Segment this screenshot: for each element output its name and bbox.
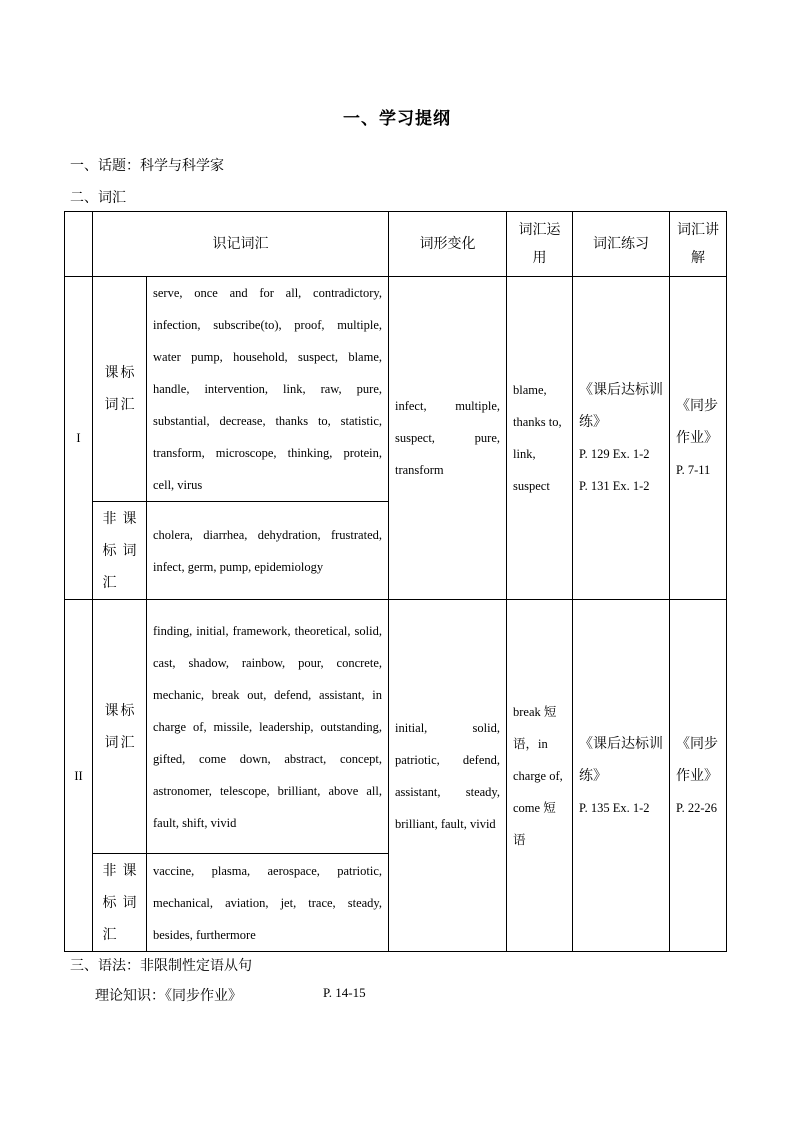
header-usage: 词汇运用: [507, 212, 573, 277]
header-explain: 词汇讲解: [670, 212, 727, 277]
explain-book: 《同步作业》: [676, 735, 718, 784]
explain-book: 《同步作业》: [676, 398, 718, 446]
practice-book: 《课后达标训练》: [579, 735, 663, 784]
practice-book: 《课后达标训练》: [579, 382, 663, 430]
page-title: 一、学习提纲: [343, 109, 451, 129]
practice-cell: [573, 600, 670, 952]
theory-pages: P. 14-15: [323, 985, 366, 1000]
word-list: serve, once and for all, contradictory, infection, subscribe(to), proof, multiple, water pump, household, suspect, blame, handle, intervention, link, raw, pure, substantial, decrease, thanks to, statistic, transform, microscope, thinking, protein, cell, virus: [147, 277, 389, 502]
unit-label: II: [65, 600, 93, 952]
word-forms: initial, solid, patriotic, defend, assistant, steady, brilliant, fault, vivid: [389, 600, 507, 952]
practice-pages: P. 129 Ex. 1-2: [579, 447, 650, 461]
vocab-table: [64, 211, 727, 952]
table-row: [65, 600, 727, 854]
header-recognize: 识记词汇: [93, 212, 389, 277]
practice-cell: [573, 277, 670, 600]
grammar-heading: 三、语法：非限制性定语从句: [70, 958, 252, 974]
word-list: vaccine, plasma, aerospace, patriotic, mechanical, aviation, jet, trace, steady, besides, furthermore: [147, 854, 389, 952]
practice-pages: P. 135 Ex. 1-2: [579, 800, 650, 815]
topic-line: 一、话题：科学与科学家: [70, 158, 224, 174]
header-blank: [65, 212, 93, 277]
explain-pages: P. 22-26: [676, 800, 717, 815]
header-practice: 词汇练习: [573, 212, 670, 277]
unit-label: I: [65, 277, 93, 600]
word-list: cholera, diarrhea, dehydration, frustrated, infect, germ, pump, epidemiology: [147, 502, 389, 600]
theory-label: 理论知识：《同步作业》: [95, 988, 242, 1004]
table-row: [65, 277, 727, 502]
category-label: 非课标词汇: [93, 854, 147, 952]
word-list: finding, initial, framework, theoretical, solid, cast, shadow, rainbow, pour, concrete, mechanic, break out, defend, assistant, in charge of, missile, leadership, outstanding, gifted, come down, abstract, concept, astronomer, telescope, brilliant, above all, fault, shift, vivid: [147, 600, 389, 854]
category-label: 非课标词汇: [93, 502, 147, 600]
category-label: 课标词汇: [93, 600, 147, 854]
explain-cell: [670, 277, 727, 600]
practice-pages: P. 131 Ex. 1-2: [579, 479, 650, 493]
category-label: 课标词汇: [93, 277, 147, 502]
word-usage: break 短语，in charge of, come 短语: [507, 600, 573, 952]
vocab-heading: 二、词汇: [70, 190, 126, 206]
explain-cell: [670, 600, 727, 952]
table-header-row: [65, 212, 727, 277]
word-forms: infect, multiple, suspect, pure, transform: [389, 277, 507, 600]
theory-line: [95, 985, 366, 1005]
explain-pages: P. 7-11: [676, 463, 711, 477]
word-usage: blame, thanks to, link, suspect: [507, 277, 573, 600]
header-forms: 词形变化: [389, 212, 507, 277]
